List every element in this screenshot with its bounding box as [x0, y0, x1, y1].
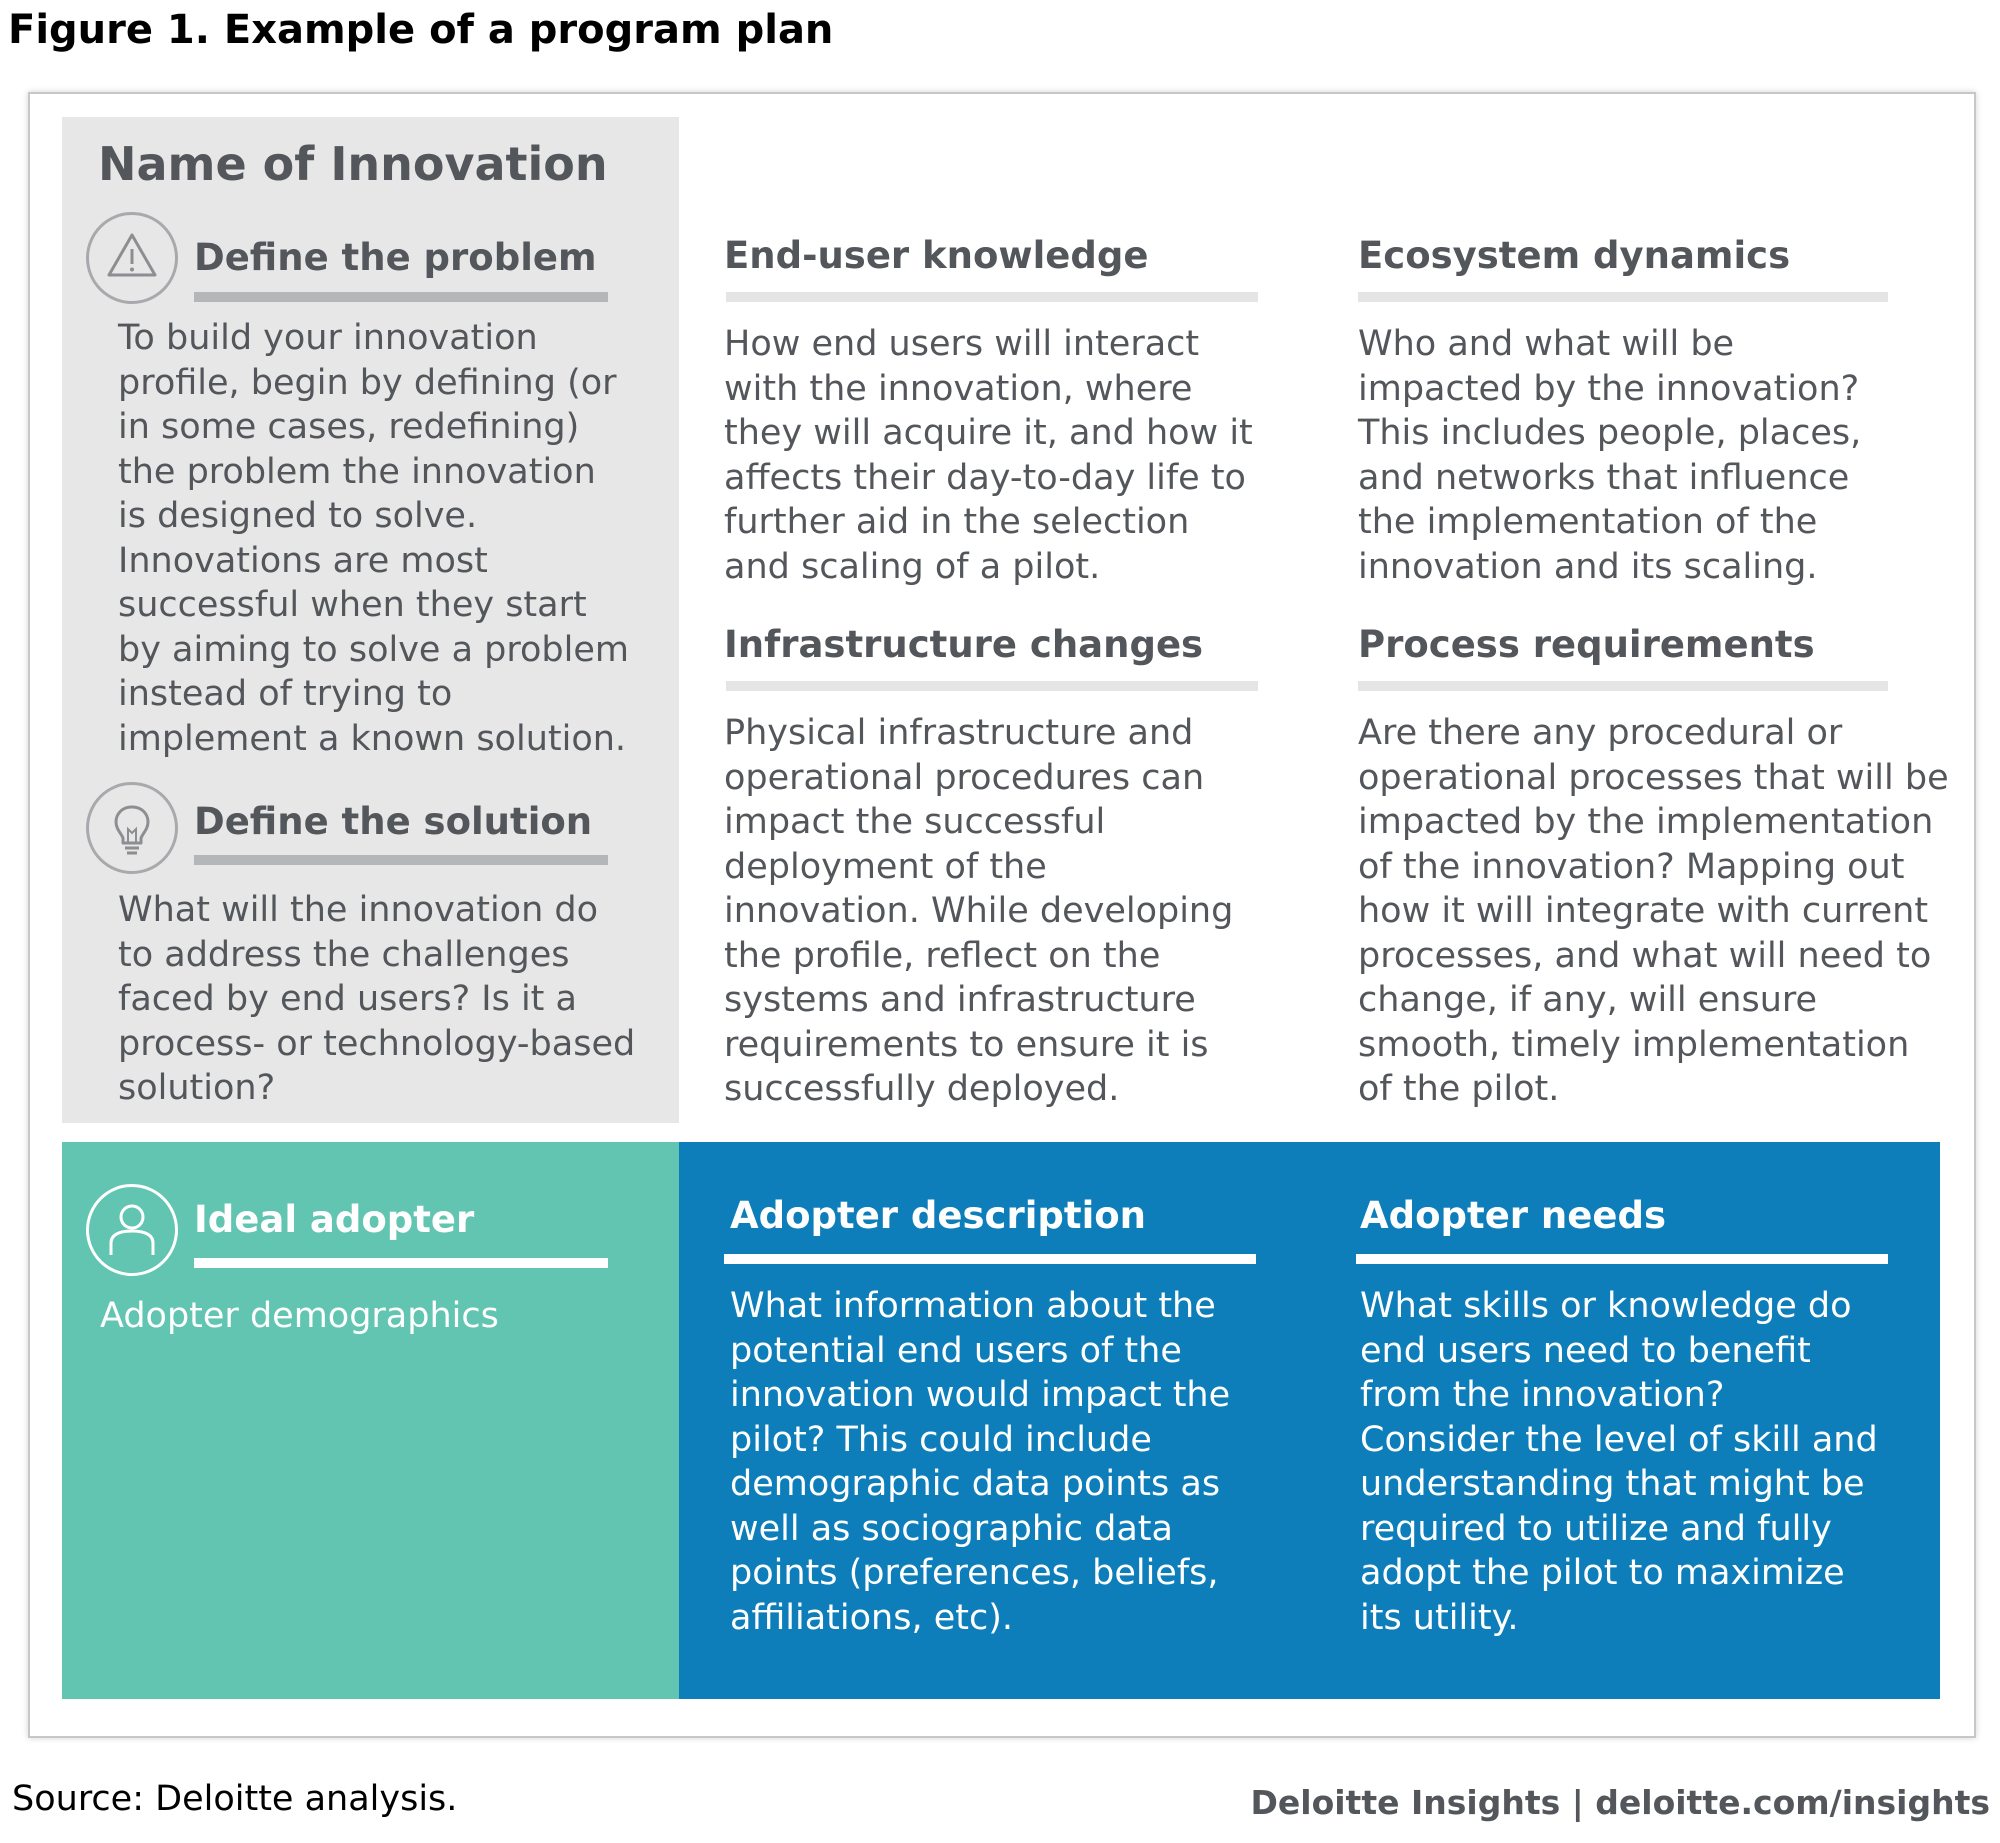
innovation-name: Name of Innovation [98, 137, 608, 191]
end-user-knowledge-text [724, 322, 1253, 589]
define-problem-heading: Define the problem [194, 236, 597, 279]
text-line: from the innovation? [1360, 1375, 1725, 1415]
text-line: How end users will interact [724, 324, 1200, 364]
adopter-needs-heading: Adopter needs [1360, 1194, 1666, 1237]
text-line: with the innovation, where [724, 368, 1193, 409]
text-line: of the pilot. [1358, 1069, 1560, 1109]
end-user-knowledge-rule [726, 292, 1258, 302]
text-line: the implementation of the [1358, 502, 1818, 542]
process-requirements-text [1358, 711, 1949, 1112]
infrastructure-changes-text [724, 711, 1233, 1112]
text-line: the problem the innovation [118, 451, 596, 492]
ideal-adopter-heading: Ideal adopter [194, 1198, 475, 1241]
text-line: of the innovation? Mapping out [1358, 846, 1905, 887]
text-line: What information about the [730, 1286, 1216, 1326]
text-line: demographic data points as [730, 1464, 1221, 1504]
text-line: systems and infrastructure [724, 980, 1196, 1020]
text-line: This includes people, places, [1358, 413, 1862, 453]
text-line: change, if any, will ensure [1358, 980, 1818, 1020]
text-line: processes, and what will need to [1358, 935, 1932, 976]
define-problem-text [118, 316, 629, 761]
adopter-description-text [730, 1284, 1230, 1640]
text-line: successfully deployed. [724, 1069, 1120, 1109]
person-icon [86, 1184, 178, 1276]
text-line: Are there any procedural or [1358, 713, 1843, 753]
text-line: Who and what will be [1358, 324, 1735, 364]
process-requirements-heading: Process requirements [1358, 623, 1815, 666]
text-line: impact the successful [724, 802, 1106, 842]
text-line: impacted by the innovation? [1358, 368, 1860, 409]
deloitte-credit: Deloitte Insights | deloitte.com/insights [1250, 1783, 1990, 1822]
text-line: smooth, timely implementation [1358, 1024, 1910, 1065]
text-line: further aid in the selection [724, 502, 1190, 542]
text-line: the profile, reflect on the [724, 935, 1161, 976]
ideal-adopter-rule [194, 1258, 608, 1268]
infrastructure-changes-rule [726, 681, 1258, 691]
text-line: What will the innovation do [118, 890, 599, 930]
text-line: to address the challenges [118, 934, 570, 975]
define-problem-rule [194, 292, 608, 302]
adopter-description-rule [724, 1254, 1256, 1264]
text-line: potential end users of the [730, 1330, 1182, 1371]
text-line: is designed to solve. [118, 496, 478, 536]
text-line: implement a known solution. [118, 718, 627, 759]
text-line: innovation. While developing [724, 891, 1234, 931]
text-line: adopt the pilot to maximize [1360, 1553, 1845, 1593]
ecosystem-dynamics-heading: Ecosystem dynamics [1358, 234, 1791, 277]
define-solution-rule [194, 855, 608, 865]
text-line: impacted by the implementation [1358, 802, 1934, 842]
adopter-description-heading: Adopter description [730, 1194, 1147, 1237]
text-line: requirements to ensure it is [724, 1024, 1209, 1065]
text-line: operational procedures can [724, 757, 1205, 798]
text-line: Consider the level of skill and [1360, 1419, 1878, 1460]
adopter-demographics-text: Adopter demographics [100, 1296, 499, 1336]
text-line: required to utilize and fully [1360, 1508, 1832, 1549]
end-user-knowledge-heading: End-user knowledge [724, 234, 1149, 277]
text-line: Innovations are most [118, 540, 488, 581]
text-line: affects their day-to-day life to [724, 457, 1246, 498]
ecosystem-dynamics-rule [1358, 292, 1888, 302]
text-line: Physical infrastructure and [724, 713, 1194, 753]
text-line: its utility. [1360, 1597, 1519, 1638]
text-line: understanding that might be [1360, 1464, 1865, 1504]
text-line: To build your innovation [118, 318, 538, 358]
text-line: and networks that influence [1358, 457, 1850, 498]
text-line: they will acquire it, and how it [724, 413, 1253, 453]
text-line: deployment of the [724, 846, 1047, 887]
text-line: successful when they start [118, 585, 587, 625]
text-line: faced by end users? Is it a [118, 979, 577, 1019]
text-line: and scaling of a pilot. [724, 546, 1101, 587]
text-line: how it will integrate with current [1358, 891, 1929, 931]
define-solution-heading: Define the solution [194, 800, 593, 843]
lightbulb-icon [86, 782, 178, 874]
define-solution-text [118, 888, 635, 1111]
text-line: in some cases, redefining) [118, 407, 580, 447]
text-line: well as sociographic data [730, 1508, 1173, 1549]
text-line: solution? [118, 1068, 276, 1108]
adopter-needs-text [1360, 1284, 1878, 1640]
text-line: end users need to benefit [1360, 1330, 1811, 1371]
adopter-needs-rule [1356, 1254, 1888, 1264]
text-line: instead of trying to [118, 674, 453, 714]
text-line: process- or technology-based [118, 1023, 636, 1064]
figure-title: Figure 1. Example of a program plan [8, 7, 834, 53]
text-line: points (preferences, beliefs, [730, 1553, 1219, 1593]
text-line: innovation would impact the [730, 1375, 1231, 1415]
text-line: profile, begin by defining (or [118, 362, 617, 403]
infrastructure-changes-heading: Infrastructure changes [724, 623, 1204, 666]
ecosystem-dynamics-text [1358, 322, 1861, 589]
text-line: What skills or knowledge do [1360, 1286, 1852, 1326]
source-note: Source: Deloitte analysis. [12, 1779, 458, 1819]
text-line: affiliations, etc). [730, 1597, 1013, 1638]
text-line: by aiming to solve a problem [118, 629, 629, 670]
text-line: operational processes that will be [1358, 757, 1949, 798]
text-line: innovation and its scaling. [1358, 546, 1818, 587]
text-line: pilot? This could include [730, 1419, 1152, 1460]
warning-triangle-icon [86, 212, 178, 304]
process-requirements-rule [1358, 681, 1888, 691]
